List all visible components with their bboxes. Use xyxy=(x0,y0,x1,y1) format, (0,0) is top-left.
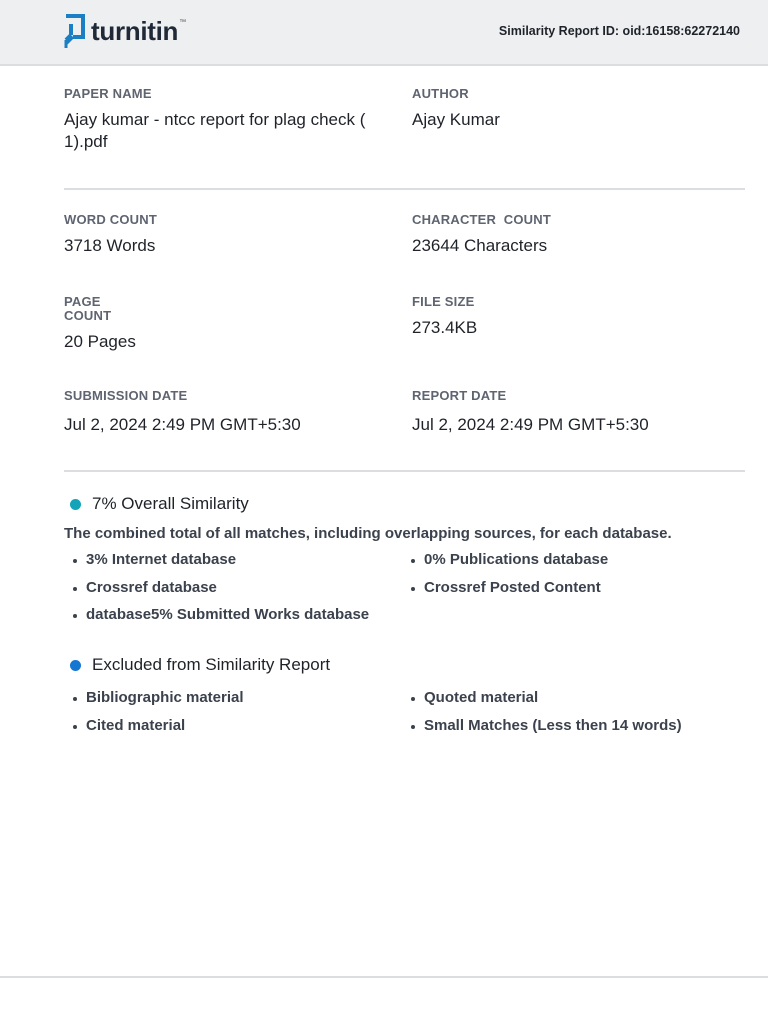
author-value: Ajay Kumar xyxy=(412,110,500,129)
paper-name-line-2: 1).pdf xyxy=(64,132,108,151)
turnitin-logo xyxy=(63,13,186,49)
similarity-dot-icon xyxy=(70,499,81,510)
list-item: 0% Publications database xyxy=(424,551,609,568)
report-date-value: Jul 2, 2024 2:49 PM GMT+5:30 xyxy=(412,415,649,434)
character-count-label: CHARACTER COUNT xyxy=(412,212,551,227)
list-item: Cited material xyxy=(86,717,186,734)
list-item: Quoted material xyxy=(424,689,539,706)
report-date-label: REPORT DATE xyxy=(412,388,507,403)
trademark-mark: ™ xyxy=(179,18,187,26)
report-date-field xyxy=(412,389,742,436)
word-count-value: 3718 Words xyxy=(64,236,156,255)
character-count-value: 23644 Characters xyxy=(412,236,548,255)
overall-similarity-title: 7% Overall Similarity xyxy=(92,494,249,513)
excluded-title: Excluded from Similarity Report xyxy=(92,655,331,674)
footer-divider xyxy=(0,976,768,978)
list-item: Crossref Posted Content xyxy=(424,579,601,596)
brand-name: turnitin xyxy=(91,15,179,46)
paper-name-label: PAPER NAME xyxy=(64,86,152,101)
character-count-field xyxy=(412,213,742,257)
list-item: Small Matches (Less then 14 words) xyxy=(424,717,682,734)
page-count-label-line-2: COUNT xyxy=(64,308,112,323)
file-size-value: 273.4KB xyxy=(412,318,478,337)
list-item: Bibliographic material xyxy=(86,689,244,706)
list-item: database5% Submitted Works database xyxy=(86,606,370,623)
paper-name-field xyxy=(64,87,394,153)
submission-date-value: Jul 2, 2024 2:49 PM GMT+5:30 xyxy=(64,415,301,434)
file-size-label: FILE SIZE xyxy=(412,294,475,309)
excluded-dot-icon xyxy=(70,660,81,671)
report-header xyxy=(0,0,768,66)
submission-date-label: SUBMISSION DATE xyxy=(64,388,188,403)
page-count-label xyxy=(64,295,394,323)
similarity-description: The combined total of all matches, including overlapping sources, for each database. xyxy=(64,525,672,542)
author-label: AUTHOR xyxy=(412,86,469,101)
word-count-label: WORD COUNT xyxy=(64,212,157,227)
submission-date-field xyxy=(64,389,394,436)
overall-similarity-heading xyxy=(70,494,249,514)
list-item: 3% Internet database xyxy=(86,551,237,568)
author-field xyxy=(412,87,742,131)
paper-name-value xyxy=(64,109,394,153)
divider-top xyxy=(64,188,745,190)
excluded-heading xyxy=(70,655,330,675)
divider-middle xyxy=(64,470,745,472)
turnitin-logo-icon xyxy=(63,13,87,49)
file-size-field xyxy=(412,295,742,339)
word-count-field xyxy=(64,213,394,257)
similarity-report-id: Similarity Report ID: oid:16158:62272140 xyxy=(498,24,740,38)
page-count-label-line-1: PAGE xyxy=(64,294,101,309)
paper-name-line-1: Ajay kumar - ntcc report for plag check ( xyxy=(64,110,366,129)
list-item: Crossref database xyxy=(86,579,217,596)
page-count-value: 20 Pages xyxy=(64,332,136,351)
page-count-field xyxy=(64,295,394,353)
